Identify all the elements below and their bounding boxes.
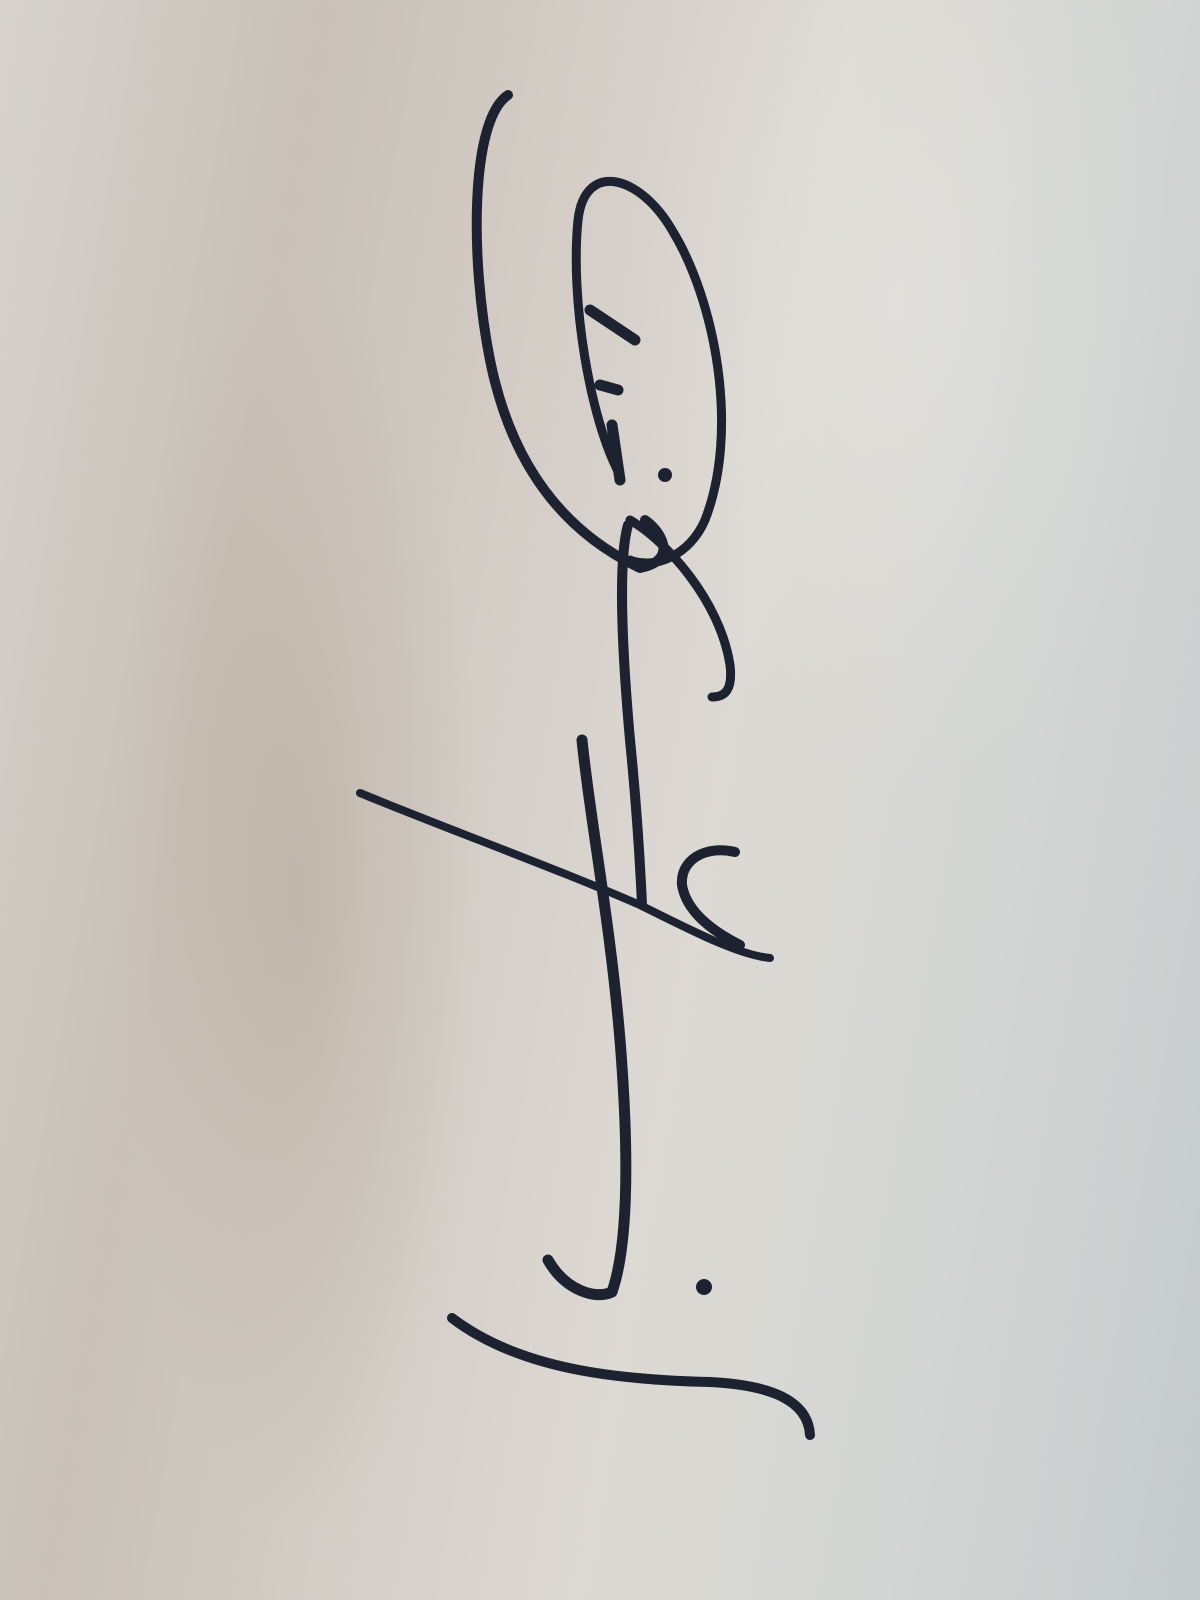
signature-dot-1 xyxy=(658,468,672,482)
signature-inner-oval xyxy=(576,181,721,563)
signature-diagonal xyxy=(360,793,770,958)
signature-inner-mark-1 xyxy=(590,310,635,340)
signature-strokes xyxy=(360,95,810,1435)
signature-stem xyxy=(622,525,642,905)
signature-outer-loop xyxy=(477,95,664,568)
signature-dot-2 xyxy=(696,1279,712,1295)
signature-inner-mark-2 xyxy=(600,385,618,390)
signature-inner-mark-3 xyxy=(612,425,620,480)
signature-bottom-sweep xyxy=(452,1318,810,1435)
signature-vertical-2 xyxy=(548,740,626,1295)
